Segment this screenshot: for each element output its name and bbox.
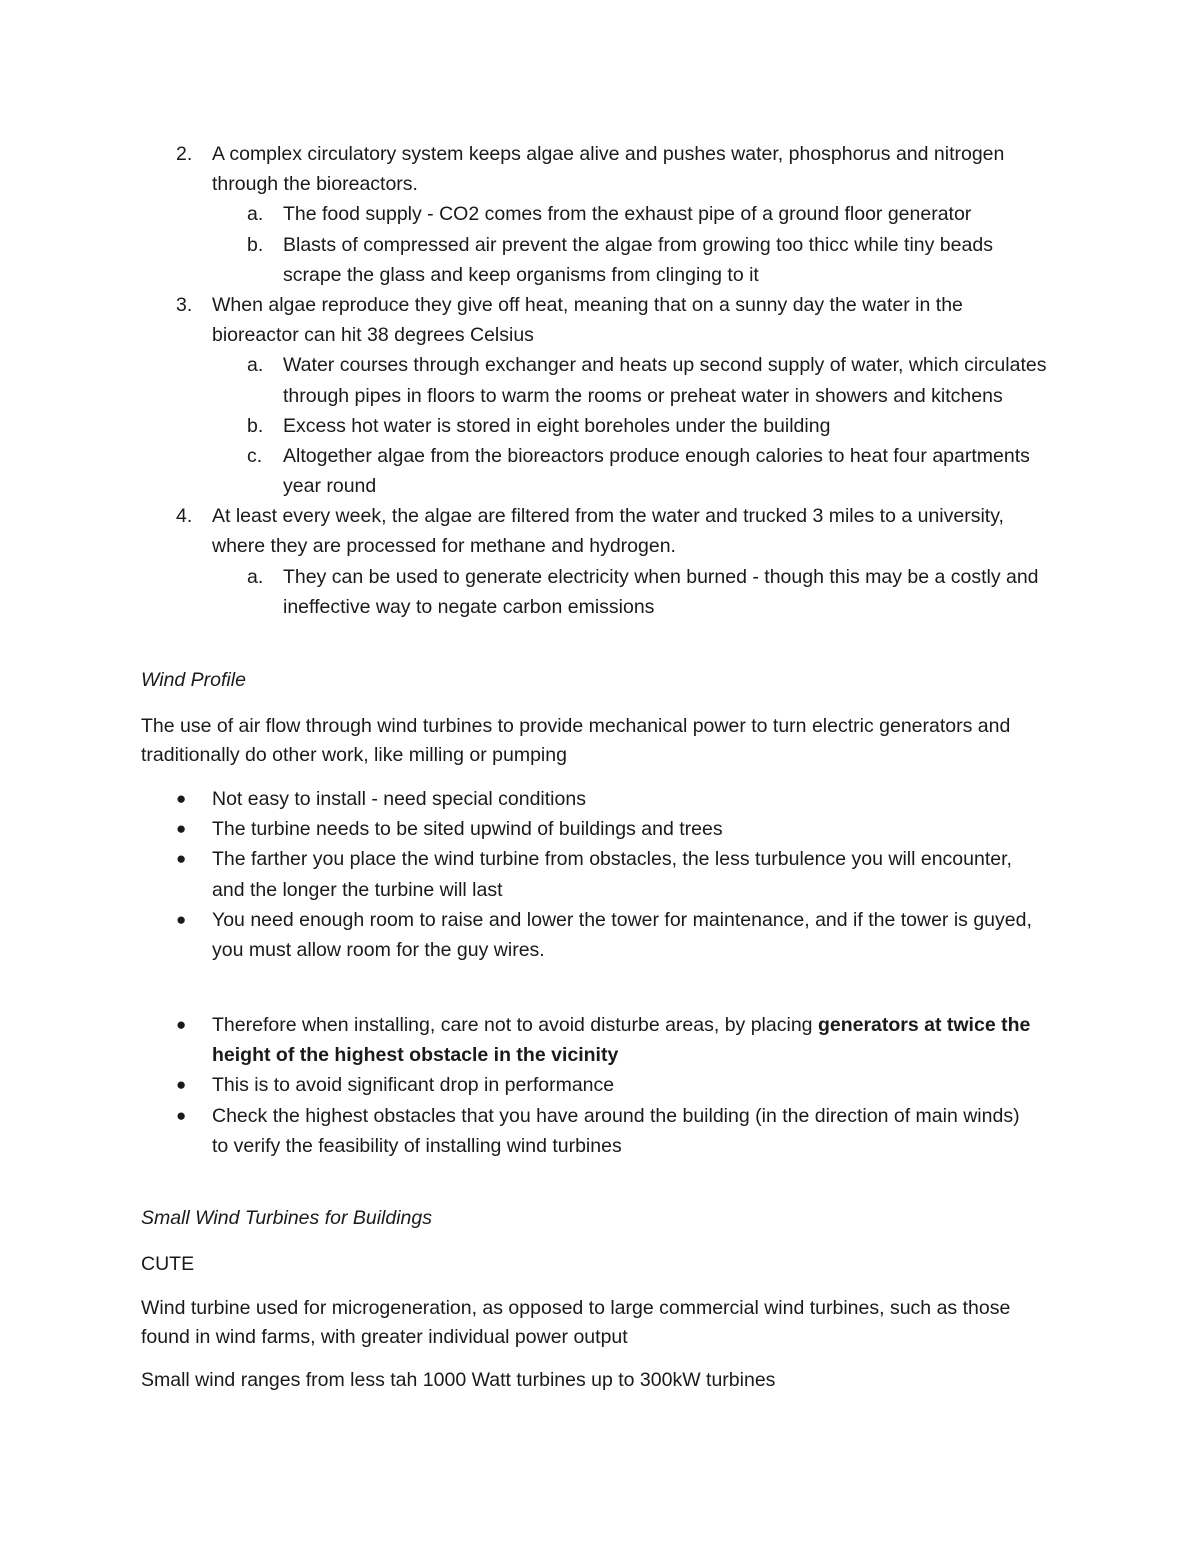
- bullet-icon: ●: [176, 1015, 187, 1034]
- bullet-icon: ●: [176, 1075, 187, 1095]
- list-item: [0, 139, 1200, 169]
- bullet-text: [212, 1040, 618, 1070]
- paragraph-line: found in wind farms, with greater individual power output: [141, 1325, 628, 1348]
- bullet-text-bold: height of the highest obstacle in the vicinity: [212, 1044, 619, 1067]
- bullet-text: to verify the feasibility of installing wind turbines: [212, 1134, 622, 1157]
- list-item-text: At least every week, the algae are filtered from the water and trucked 3 miles to a university,: [212, 505, 1004, 528]
- bullet-icon: ●: [176, 1105, 187, 1125]
- sub-list-item-text: through pipes in floors to warm the rooms or preheat water in showers and kitchens: [283, 384, 1003, 407]
- bullet-item-continuation: [0, 1131, 1200, 1161]
- bullet-icon: ●: [176, 909, 187, 929]
- list-item-continuation: [0, 169, 1200, 199]
- wind-intro-paragraph: [141, 712, 1010, 769]
- bullet-list: [0, 1010, 1200, 1161]
- sub-list-item-text: The food supply - CO2 comes from the exhaust pipe of a ground floor generator: [283, 203, 972, 226]
- sub-list-marker: c.: [247, 444, 263, 467]
- list-item-text: bioreactor can hit 38 degrees Celsius: [212, 324, 534, 347]
- sub-list-item-continuation: [0, 260, 1200, 290]
- bullet-item: [0, 784, 1200, 814]
- list-marker: 2.: [176, 143, 193, 165]
- sub-list-item: [0, 441, 1200, 471]
- cute-label: CUTE: [141, 1253, 195, 1275]
- list-item-text: A complex circulatory system keeps algae alive and pushes water, phosphorus and nitrogen: [212, 143, 1005, 165]
- paragraph-line: Wind turbine used for microgeneration, as opposed to large commercial wind turbines, such as those: [141, 1297, 1011, 1319]
- bullet-text: The farther you place the wind turbine from obstacles, the less turbulence you will encounter,: [212, 848, 1012, 871]
- sub-list-item-continuation: [0, 381, 1200, 411]
- bullet-text: Not easy to install - need special conditions: [212, 788, 586, 810]
- bullet-text: Check the highest obstacles that you have around the building (in the direction of main winds): [212, 1104, 1020, 1127]
- sub-list-item-text: year round: [283, 475, 377, 498]
- sub-list-item-text: They can be used to generate electricity when burned - though this may be a costly and: [283, 565, 1039, 588]
- bullet-item: [0, 905, 1200, 935]
- numbered-list: [0, 139, 1200, 622]
- sub-list-item-text: Blasts of compressed air prevent the algae from growing too thicc while tiny beads: [283, 233, 993, 256]
- list-item-text: where they are processed for methane and hydrogen.: [212, 535, 676, 558]
- bullet-item: [0, 1010, 1200, 1040]
- bullet-item: [0, 1101, 1200, 1131]
- bullet-icon: ●: [176, 789, 187, 808]
- bullet-item-continuation: [0, 1040, 1200, 1070]
- sub-list-item: [0, 350, 1200, 380]
- bullet-text: This is to avoid significant drop in performance: [212, 1074, 615, 1097]
- bullet-text-plain: Therefore when installing, care not to avoid disturbe areas, by placing: [212, 1014, 818, 1036]
- sub-list-item-text: scrape the glass and keep organisms from clinging to it: [283, 263, 759, 286]
- bullet-icon: ●: [176, 819, 187, 839]
- bullet-item-continuation: [0, 875, 1200, 905]
- list-item: [0, 290, 1200, 320]
- sub-list-item-text: Excess hot water is stored in eight boreholes under the building: [283, 414, 831, 437]
- list-marker: 4.: [176, 505, 193, 528]
- list-item-continuation: [0, 531, 1200, 561]
- bullet-item: [0, 1070, 1200, 1100]
- sub-list-marker: a.: [247, 203, 264, 226]
- bullet-text-bold: generators at twice the: [817, 1014, 1031, 1036]
- small-wind-paragraph: [141, 1294, 1010, 1351]
- list-item: [0, 501, 1200, 531]
- bullet-text: and the longer the turbine will last: [212, 878, 503, 901]
- sub-list-item: [0, 562, 1200, 592]
- paragraph-line: traditionally do other work, like milling or pumping: [141, 743, 567, 766]
- sub-list-item: [0, 230, 1200, 260]
- list-item-text: When algae reproduce they give off heat, meaning that on a sunny day the water in the: [212, 293, 963, 316]
- bullet-icon: ●: [176, 849, 187, 869]
- bullet-text: You need enough room to raise and lower the tower for maintenance, and if the tower is guyed,: [212, 908, 1032, 931]
- sub-list-item-text: ineffective way to negate carbon emissions: [283, 595, 655, 618]
- bullet-text: you must allow room for the guy wires.: [212, 938, 545, 961]
- bullet-text: [212, 1010, 1030, 1040]
- list-marker: 3.: [176, 293, 193, 316]
- list-item-continuation: [0, 320, 1200, 350]
- sub-list-item-continuation: [0, 592, 1200, 622]
- small-wind-range-paragraph: Small wind ranges from less tah 1000 Watt turbines up to 300kW turbines: [141, 1369, 776, 1391]
- sub-list-marker: a.: [247, 354, 264, 377]
- sub-list-marker: a.: [247, 565, 264, 588]
- section-heading-small-wind-turbines: Small Wind Turbines for Buildings: [141, 1207, 432, 1229]
- sub-list-marker: b.: [247, 414, 264, 437]
- sub-list-item: [0, 199, 1200, 229]
- section-heading-wind-profile: Wind Profile: [141, 669, 246, 691]
- sub-list-item-continuation: [0, 471, 1200, 501]
- list-item-text: through the bioreactors.: [212, 173, 418, 196]
- bullet-item: [0, 814, 1200, 844]
- sub-list-item: [0, 411, 1200, 441]
- bullet-item: [0, 844, 1200, 874]
- sub-list-marker: b.: [247, 233, 264, 256]
- sub-list-item-text: Water courses through exchanger and heats up second supply of water, which circulates: [283, 354, 1047, 377]
- bullet-text: The turbine needs to be sited upwind of buildings and trees: [212, 818, 723, 841]
- bullet-list: [0, 784, 1200, 965]
- bullet-item-continuation: [0, 935, 1200, 965]
- paragraph-line: The use of air flow through wind turbines to provide mechanical power to turn electric generators and: [141, 715, 1011, 737]
- sub-list-item-text: Altogether algae from the bioreactors produce enough calories to heat four apartments: [283, 444, 1030, 467]
